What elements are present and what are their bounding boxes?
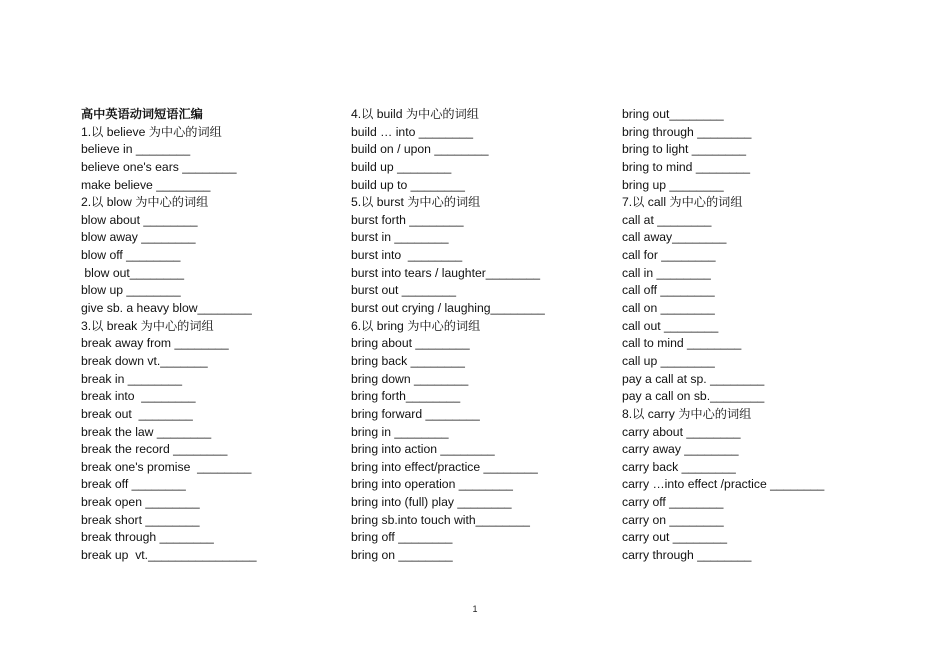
- phrase-line: burst into ________: [351, 248, 463, 263]
- phrase-line: break through ________: [81, 530, 214, 545]
- phrase-line: carry about ________: [622, 424, 741, 439]
- phrase-line: 4.以 build 为中心的词组: [351, 107, 479, 121]
- phrase-line: bring about ________: [351, 336, 470, 351]
- phrase-line: 2.以 blow 为中心的词组: [81, 195, 209, 210]
- phrase-line: believe one's ears ________: [81, 159, 237, 174]
- phrase-line: pay a call at sp. ________: [622, 371, 765, 386]
- phrase-line: call for ________: [622, 248, 716, 263]
- phrase-line: burst in ________: [351, 230, 449, 245]
- phrase-line: call on ________: [622, 301, 715, 316]
- phrase-line: bring on ________: [351, 548, 453, 563]
- phrase-line: build up ________: [351, 159, 452, 174]
- phrase-line: break one's promise ________: [81, 459, 252, 474]
- phrase-line: burst out crying / laughing________: [351, 301, 545, 316]
- phrase-line: bring into action ________: [351, 442, 495, 457]
- phrase-line: give sb. a heavy blow________: [81, 301, 252, 316]
- phrase-line: carry out ________: [622, 530, 728, 545]
- phrase-line: 8.以 carry 为中心的词组: [622, 406, 752, 421]
- phrase-line: bring to light ________: [622, 142, 747, 157]
- phrase-line: bring to mind ________: [622, 159, 751, 174]
- phrase-line: blow out________: [81, 265, 185, 280]
- column-2: [351, 106, 601, 565]
- phrase-line: carry away ________: [622, 442, 739, 457]
- phrase-line: bring forward ________: [351, 406, 480, 421]
- phrase-line: burst into tears / laughter________: [351, 265, 541, 280]
- phrase-line: break into ________: [81, 389, 196, 404]
- phrase-line: break the record ________: [81, 442, 228, 457]
- phrase-line: blow off ________: [81, 248, 181, 263]
- phrase-line: 6.以 bring 为中心的词组: [351, 318, 481, 333]
- phrase-line: break down vt._______: [81, 353, 208, 368]
- phrase-line: 7.以 call 为中心的词组: [622, 195, 743, 210]
- phrase-line: bring out________: [622, 107, 724, 121]
- phrase-line: blow about ________: [81, 212, 198, 227]
- phrase-line: pay a call on sb.________: [622, 389, 765, 404]
- phrase-line: bring into effect/practice ________: [351, 459, 538, 474]
- phrase-line: call off ________: [622, 283, 715, 298]
- phrase-line: build up to ________: [351, 177, 465, 192]
- phrase-line: bring forth________: [351, 389, 461, 404]
- phrase-line: build … into ________: [351, 124, 473, 139]
- phrase-line: bring through ________: [622, 124, 752, 139]
- phrase-line: call in ________: [622, 265, 711, 280]
- phrase-line: burst out ________: [351, 283, 457, 298]
- phrase-line: 1.以 believe 为中心的词组: [81, 124, 222, 139]
- phrase-line: call up ________: [622, 353, 715, 368]
- phrase-line: break off ________: [81, 477, 186, 492]
- phrase-line: burst forth ________: [351, 212, 464, 227]
- phrase-line: 3.以 break 为中心的词组: [81, 318, 214, 333]
- page-number: 1: [472, 604, 478, 614]
- document-title: 高中英语动词短语汇编: [81, 107, 203, 121]
- phrase-line: call at ________: [622, 212, 712, 227]
- phrase-line: 5.以 burst 为中心的词组: [351, 195, 481, 210]
- phrase-line: bring down ________: [351, 371, 469, 386]
- phrase-line: carry …into effect /practice ________: [622, 477, 825, 492]
- phrase-line: bring sb.into touch with________: [351, 512, 530, 527]
- phrase-line: call to mind ________: [622, 336, 742, 351]
- phrase-line: break the law ________: [81, 424, 212, 439]
- phrase-line: break open ________: [81, 495, 200, 510]
- column-1: [81, 106, 331, 565]
- phrase-line: bring into operation ________: [351, 477, 513, 492]
- phrase-line: carry through ________: [622, 548, 752, 563]
- phrase-line: break in ________: [81, 371, 182, 386]
- phrase-line: break away from ________: [81, 336, 229, 351]
- phrase-line: bring in ________: [351, 424, 449, 439]
- phrase-line: call out ________: [622, 318, 719, 333]
- phrase-line: bring off ________: [351, 530, 453, 545]
- phrase-line: break out ________: [81, 406, 193, 421]
- phrase-line: bring back ________: [351, 353, 465, 368]
- phrase-line: bring into (full) play ________: [351, 495, 512, 510]
- phrase-line: make believe ________: [81, 177, 211, 192]
- phrase-line: carry back ________: [622, 459, 736, 474]
- phrase-line: call away________: [622, 230, 727, 245]
- phrase-line: blow up ________: [81, 283, 181, 298]
- phrase-line: carry off ________: [622, 495, 724, 510]
- phrase-line: bring up ________: [622, 177, 724, 192]
- phrase-line: blow away ________: [81, 230, 196, 245]
- phrase-line: break up vt.________________: [81, 548, 257, 563]
- column-3: [622, 106, 872, 565]
- phrase-line: carry on ________: [622, 512, 724, 527]
- phrase-line: believe in ________: [81, 142, 191, 157]
- phrase-line: build on / upon ________: [351, 142, 489, 157]
- phrase-line: break short ________: [81, 512, 200, 527]
